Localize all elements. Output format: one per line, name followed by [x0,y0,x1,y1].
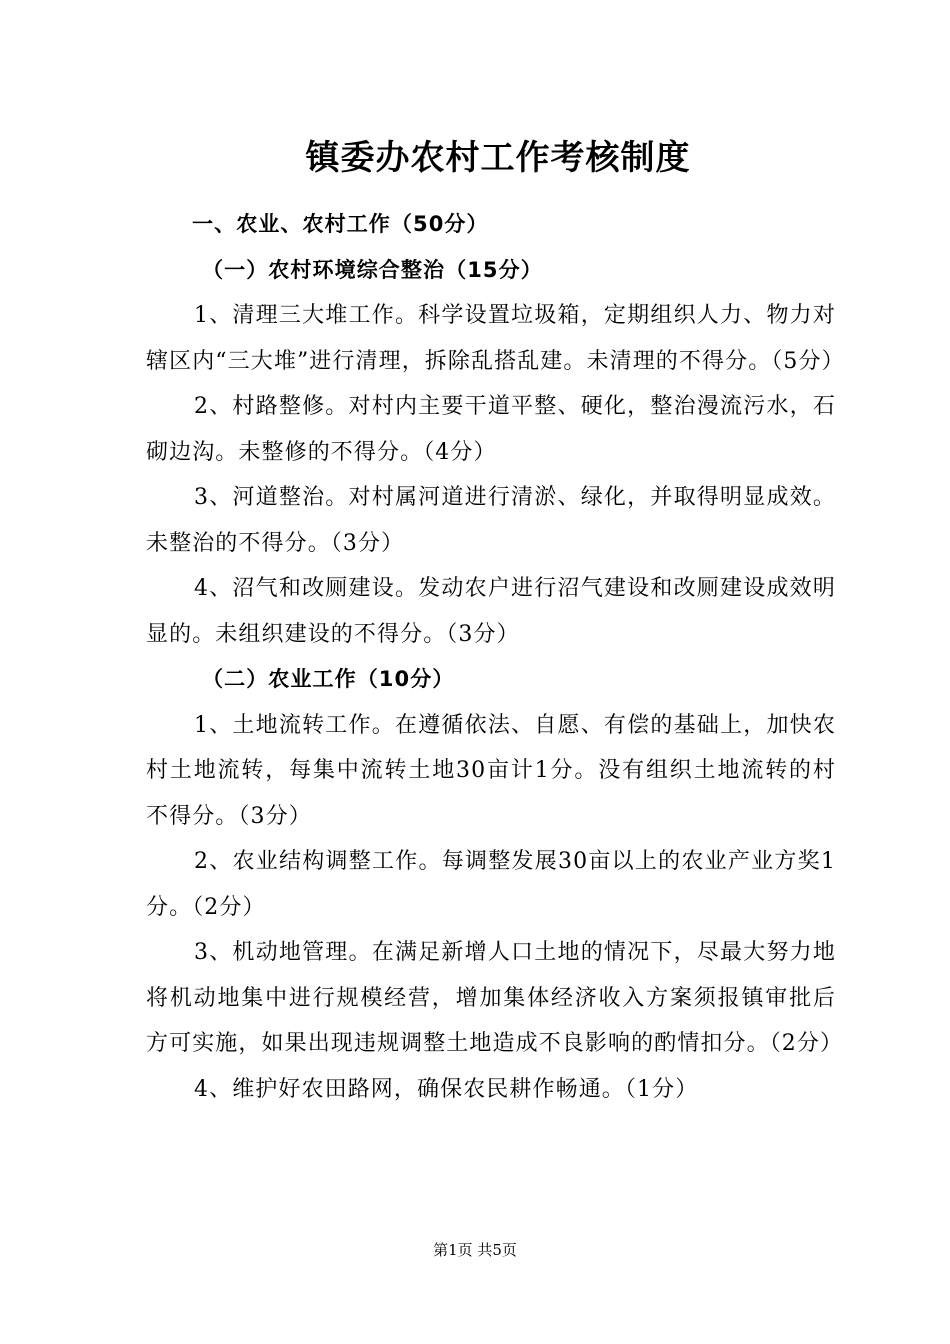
paragraph: 1、清理三大堆工作。科学设置垃圾箱，定期组织人力、物力对辖区内“三大堆”进行清理，拆除乱搭乱建。未清理的不得分。（5分） [146,303,845,374]
document-title: 镇委办农村工作考核制度 [305,138,691,178]
page-footer: 第1页 共5页 [433,1241,517,1259]
subsection-heading: （二）农业工作（10分） [202,667,455,691]
paragraph: 1、土地流转工作。在遵循依法、自愿、有偿的基础上，加快农村土地流转，每集中流转土地30亩计1分。没有组织土地流转的村不得分。（3分） [146,712,836,829]
subsection-heading: （一）农村环境综合整治（15分） [202,257,543,282]
paragraph: 4、维护好农田路网，确保农民耕作畅通。（1分） [194,1076,699,1102]
section-heading: 一、农业、农村工作（50分） [192,212,489,236]
paragraph: 2、农业结构调整工作。每调整发展30亩以上的农业产业方奖1分。（2分） [146,849,836,920]
paragraph: 2、村路整修。对村内主要干道平整、硬化，整治漫流污水，石砌边沟。未整修的不得分。（4分） [146,394,836,465]
paragraph: 3、河道整治。对村属河道进行清淤、绿化，并取得明显成效。未整治的不得分。（3分） [146,485,836,556]
paragraph: 4、沼气和改厕建设。发动农户进行沼气建设和改厕建设成效明显的。未组织建设的不得分。（3分） [146,576,836,647]
document-body [146,202,845,1112]
paragraph: 3、机动地管理。在满足新增人口土地的情况下，尽最大努力地将机动地集中进行规模经营，增加集体经济收入方案须报镇审批后方可实施，如果出现违规调整土地造成不良影响的酌情扣分。（2分） [146,940,844,1056]
